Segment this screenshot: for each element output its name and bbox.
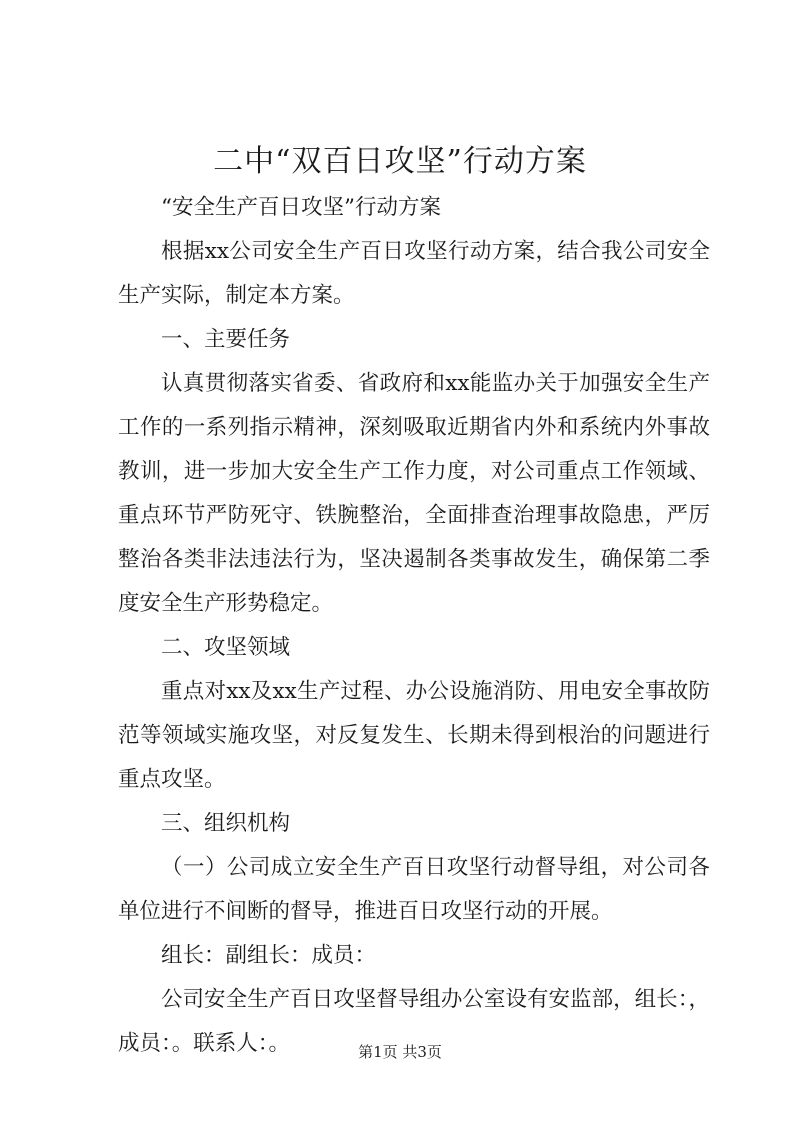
page-footer: 第1页 共3页 — [358, 1043, 442, 1061]
section-heading-organization: 三、组织机构 — [161, 811, 291, 836]
members-paragraph: 组长：副组长：成员： — [161, 943, 377, 968]
intro-paragraph: 根据xx公司安全生产百日攻坚行动方案，结合我公司安全生产实际，制定本方案。 — [118, 239, 710, 308]
main-tasks-paragraph: 认真贯彻落实省委、省政府和xx能监办关于加强安全生产工作的一系列指示精神，深刻吸取近期省内外和系统内外事故教训，进一步加大安全生产工作力度，对公司重点工作领域、重点环节严防死守、铁腕整治，全面排查治理事故隐患，严厉整治各类非法违法行为，坚决遏制各类事故发生，确保第二季度安全生产形势稳定。 — [118, 371, 710, 616]
organization-paragraph: （一）公司成立安全生产百日攻坚行动督导组，对公司各单位进行不间断的督导，推进百日攻坚行动的开展。 — [118, 855, 710, 924]
document-title: 二中“双百日攻坚”行动方案 — [213, 144, 587, 179]
office-paragraph: 公司安全生产百日攻坚督导组办公室设有安监部，组长：，成员：。联系人：。 — [118, 987, 710, 1056]
section-heading-focus-areas: 二、攻坚领域 — [161, 635, 291, 660]
section-heading-main-tasks: 一、主要任务 — [161, 327, 291, 352]
subtitle-paragraph: “安全生产百日攻坚”行动方案 — [161, 195, 441, 220]
focus-areas-paragraph: 重点对xx及xx生产过程、办公设施消防、用电安全事故防范等领域实施攻坚，对反复发生、长期未得到根治的问题进行重点攻坚。 — [118, 679, 710, 792]
document-body — [118, 186, 710, 1066]
